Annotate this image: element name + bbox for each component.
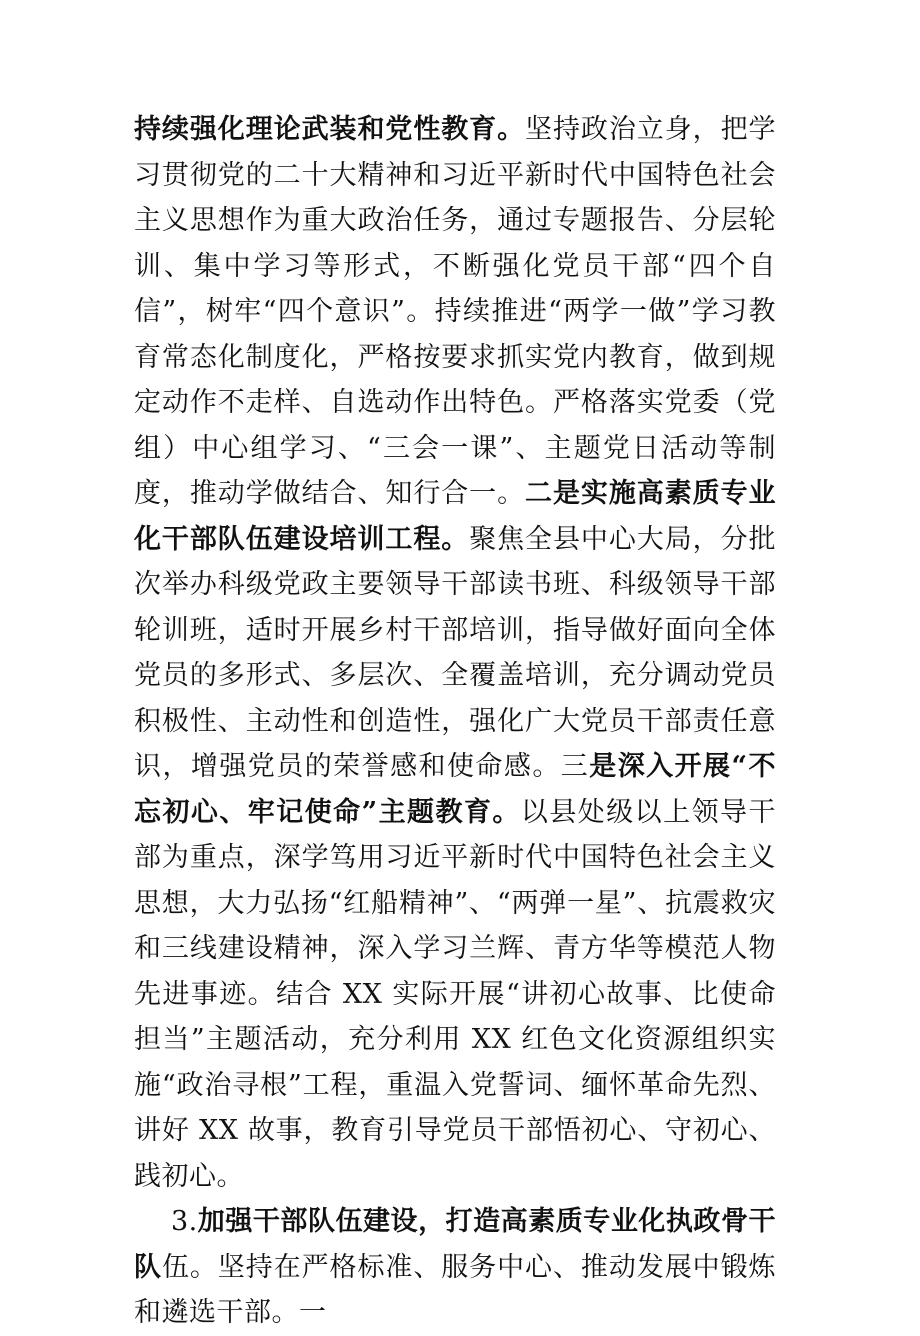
heading-theory-education: 持续强化理论武装和党性教育。 [134, 114, 526, 145]
heading-theme-education: 是深入开展“不忘初心、牢记使命”主题教育。 [134, 751, 776, 828]
paragraph-theory-and-party-education [134, 107, 776, 1199]
heading-cadre-team-building: 加强干部队伍建设，打造高素质专业化执政骨干队 [134, 1206, 776, 1283]
document-page [134, 107, 776, 1336]
body-training-project: 聚焦全县中心大局，分批次举办科级党政主要领导干部读书班、科级领导干部轮训班，适时开展乡村干部培训，指导做好面向全体党员的多形式、多层次、全覆盖培训，充分调动党员积极性、主动性和创造性，强化广大党员干部责任意识，增强党员的荣誉感和使命感。三 [134, 523, 777, 782]
body-theme-education: 以县处级以上领导干部为重点，深学笃用习近平新时代中国特色社会主义思想，大力弘扬“红船精神”、“两弹一星”、抗震救灾和三线建设精神，深入学习兰辉、青方华等模范人物先进事迹。结合 XX 实际开展“讲初心故事、比使命担当”主题活动，充分利用 XX 红色文化资源组织实施“政治寻根”工程，重温入党誓词、缅怀革命先烈、讲好 XX 故事，教育引导党员干部悟初心、守初心、践初心。 [134, 796, 776, 1192]
paragraph-cadre-team-building [134, 1199, 776, 1336]
body-theory-education: 坚持政治立身，把学习贯彻党的二十大精神和习近平新时代中国特色社会主义思想作为重大政治任务，通过专题报告、分层轮训、集中学习等形式，不断强化党员干部“四个自信”，树牢“四个意识”。持续推进“两学一做”学习教育常态化制度化，严格按要求抓实党内教育，做到规定动作不走样、自选动作出特色。严格落实党委（党组）中心组学习、“三会一课”、主题党日活动等制度，推动学做结合、知行合一。 [134, 114, 777, 509]
section-number: 3. [171, 1206, 198, 1237]
body-cadre-team-building: 伍。坚持在严格标准、服务中心、推动发展中锻炼和遴选干部。一 [134, 1251, 777, 1328]
heading-training-project: 二是实施高素质专业化干部队伍建设培训工程。 [134, 478, 777, 555]
